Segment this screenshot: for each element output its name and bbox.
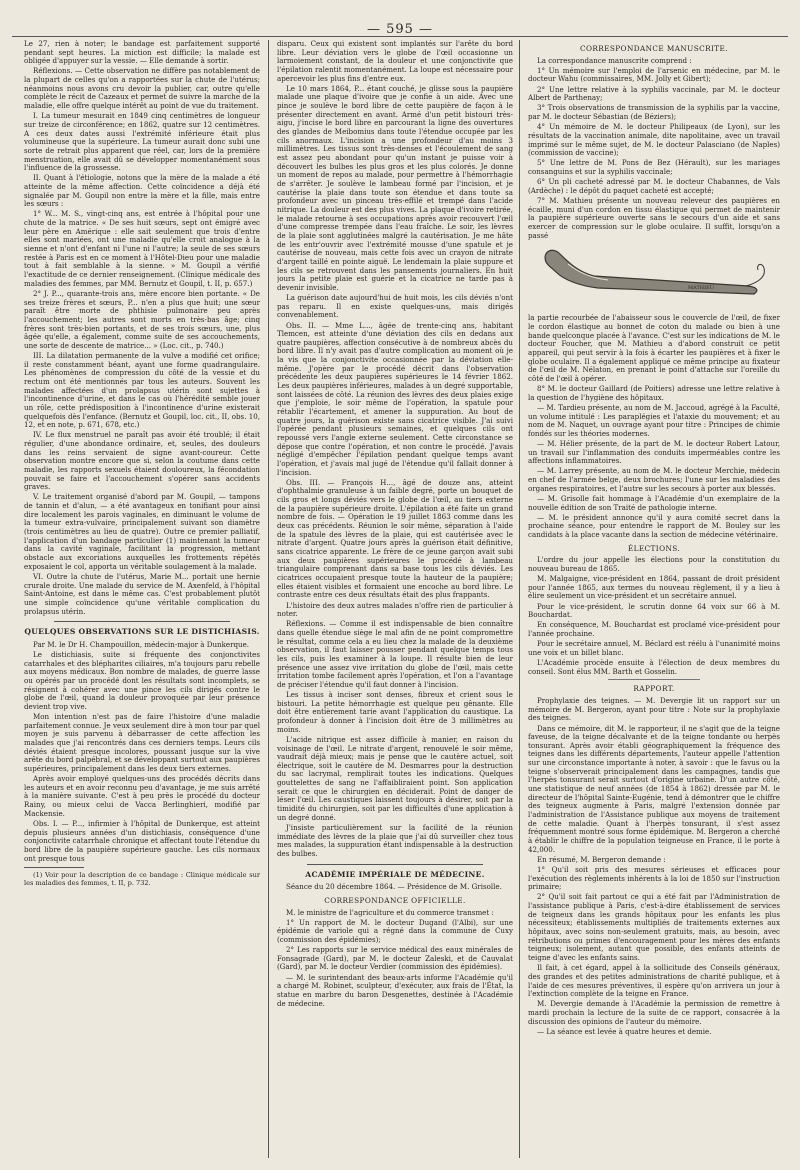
paragraph: 1° W... M. S., vingt-cinq ans, est entrée à l'hôpital pour une chute de la matrice. « De ses huit sœurs, sept ont émigré avec leur père en Amérique : elle sait seulement que trois d'entre elles sont mariées, ont une maladie qu'elle croit analogue à la sienne et n'ont d'enfant ni l'une ni l'autre; la seule de ses sœurs restée à Paris est en ce moment à l'Hôtel-Dieu pour une maladie tout à fait semblable à la sienne. » M. Goupil a vérifié l'exactitude de ce dernier renseignement. (Clinique médicale des maladies des femmes, par MM. Bernutz et Goupil, t. II, p. 657.): [24, 209, 260, 288]
eyelid-retractor-icon: [538, 242, 768, 310]
byline: Par M. le Dr H. Champouillon, médecin-major à Dunkerque.: [33, 639, 250, 649]
paragraph: 3° Trois observations de transmission de la syphilis par la vaccine, par M. le docteur Sébastian (de Béziers);: [528, 103, 780, 122]
column-rule: [268, 40, 269, 1158]
section-divider: [307, 864, 483, 865]
section-divider: [54, 621, 230, 622]
footnote: (1) Voir pour la description de ce bandage : Clinique médicale sur les maladies des femmes, t. II, p. 732.: [24, 871, 260, 888]
section-title: QUELQUES OBSERVATIONS SUR LE DISTICHIASIS.: [24, 627, 260, 637]
paragraph: La guérison date aujourd'hui de huit mois, les cils déviés n'ont pas reparu. Il en existe quelques-uns, mais dirigés convenablement.: [277, 293, 513, 320]
paragraph: En résumé, M. Bergeron demande :: [537, 854, 666, 864]
paragraph: Le 27, rien à noter; le bandage est parfaitement supporté pendant sept heures. La miction est difficile; la malade est obligée d'appuyer sur la vessie. — Elle demande à sortir.: [24, 40, 260, 66]
paragraph: Après avoir employé quelques-uns des procédés décrits dans les auteurs et en avoir reconnu peu d'avantage, je me suis arrêté à la manière suivante. C'est à peu près le procédé du docteur Rainy, ou mieux celui de Vacca Berlinghieri, modifié par Mackensie.: [24, 774, 260, 818]
paragraph: M. Devergie demande à l'Académie la permission de remettre à mardi prochain la lecture de la suite de ce rapport, consacrée à la discussion des opinions de l'auteur du mémoire.: [528, 999, 780, 1026]
paragraph: — M. le surintendant des beaux-arts informe l'Académie qu'il a chargé M. Robinet, sculpteur, d'exécuter, aux frais de l'État, la statue en marbre du baron Desgenettes, destinée à l'Académie de médecine.: [277, 972, 513, 1008]
paragraph: 8° M. le docteur Gaillard (de Poitiers) adresse une lettre relative à la question de l'hygiène des hôpitaux.: [528, 384, 780, 402]
paragraph: III. La dilatation permanente de la vulve a modifié cet orifice; il reste constamment béant, ayant une forme quadrangulaire. Les phénomènes de compression du côté de la vessie et du rectum ont été mentionnés par tous les auteurs. Souvent les malades affectées d'un prolapsus utérin sont sujettes à l'incontinence d'urine, et dans le cas où l'hérédité semble jouer un rôle, cette prédisposition à l'incontinence d'urine existerait quelquefois dès l'enfance. (Bernutz et Goupil, loc. cit., II, obs. 10, 12, et en note, p. 671, 678, etc.): [24, 350, 260, 430]
paragraph: L'acide nitrique est assez difficile à manier, en raison du voisinage de l'œil. Le nitrate d'argent, renouvelé le soir même, vaudrait déjà mieux; mais je pense que le cautère actuel, soit électrique, soit le cautère de M. Desmarres pour la destruction du sac lacrymal, remplirait toutes les indications. Quelques gouttelettes de sang ne l'affaibliraient point. Son application serait ce que le chirurgien en déciderait. Point de danger de léser l'œil. Les caustiques laissent toujours à désirer, soit par la timidité du chirurgien, soit par les difficultés d'une application à un degré donné.: [277, 734, 513, 822]
column-rule: [519, 40, 520, 1158]
rapport-title: RAPPORT.: [633, 684, 675, 694]
top-rule: [12, 36, 788, 37]
paragraph: La correspondance manuscrite comprend :: [537, 55, 692, 65]
correspondence-official-title: CORRESPONDANCE OFFICIELLE.: [324, 895, 466, 905]
paragraph: Obs. II. — Mme L..., âgée de trente-cinq ans, habitant Tlemcen, est atteinte d'une déviation des cils en dedans aux quatre paupières, affection consécutive à de nombreux abcès du bord libre. Il n'y avait pas d'autre complication au moment où je la vis que la conjonctivite occasionnée par la déviation elle-même. J'opère par le procédé décrit dans l'observation précédente les deux paupières supérieures le 14 février 1862. Les deux paupières inférieures, malades à un degré supportable, sont laissées de côté. La réunion des lèvres des deux plaies exige que j'emploie, le soir même de l'opération, la spatule pour rétablir l'écartement, et amener la suppuration. Au bout de quatre jours, la guérison existe sans cicatrice visible. J'ai suivi l'opérée pendant plusieurs semaines, et quelques cils ont repoussé vers l'angle externe seulement. Cette circonstance se dépose que contre l'opération, et non contre le procédé. J'avais négligé d'empêcher l'épilation pendant quelque temps avant l'opération, et j'avais mal jugé de l'étendue qu'il fallait donner à l'incision.: [277, 320, 513, 477]
column-1: [24, 40, 260, 1158]
paragraph: L'Académie procède ensuite à l'élection de deux membres du conseil. Sont élus MM. Barth et Gosselin.: [528, 658, 780, 676]
paragraph: 2° Les rapports sur le service médical des eaux minérales de Fonsagrade (Gard), par M. le docteur Zaleski, et de Cauvalat (Gard), par M. le docteur Verdier (commission des épidémies).: [277, 945, 513, 972]
paragraph: 1° Un rapport de M. le docteur Dugand (l'Albi), sur une épidémie de variole qui a régné dans la commune de Cuxy (commission des épidémies);: [277, 917, 513, 944]
paragraph: disparu. Ceux qui existent sont implantés sur l'arête du bord libre. Leur déviation vers le globe de l'œil occasionne un larmoiement constant, de la douleur et une conjonctivite que l'épilation ralentit momentanément. La loupe est nécessaire pour apercevoir les plus fins d'entre eux.: [277, 40, 513, 83]
paragraph: Obs. I. — P..., infirmier à l'hôpital de Dunkerque, est atteint depuis plusieurs années d'un distichiasis, conséquence d'une conjonctivite catarrhale chronique et affectant toute l'étendue du bord libre de la paupière supérieure gauche. Les cils normaux ont presque tous: [24, 818, 260, 863]
paragraph: M. le ministre de l'agriculture et du commerce transmet :: [286, 907, 494, 917]
paragraph: VI. Outre la chute de l'utérus, Marie M... portait une hernie crurale droite. Une malade du service de M. Axenfeld, à l'hôpital Saint-Antoine, est dans le même cas. C'est probablement plutôt une simple coïncidence qu'une véritable complication du prolapsus utérin.: [24, 571, 260, 616]
paragraph: — M. Tardieu présente, au nom de M. Jaccoud, agrégé à la Faculté, un volume intitulé : Les paraplégies et l'ataxie du mouvement; et au nom de M. Naquet, un ouvrage ayant pour titre : Principes de chimie fondés sur les théories modernes.: [528, 402, 780, 438]
paragraph: 2° Qu'il soit fait partout ce qui a été fait par l'Administration de l'assistance publique à Paris, c'est-à-dire établissement de services de teigneux dans les grands hôpitaux pour les enfants les plus nécessiteux; établissements multipliés de traitements externes aux hôpitaux, avec soins non-seulement gratuits, mais, au besoin, avec rétributions ou primes d'encouragement pour les mères des enfants teigneux; isolement, autant que possible, des enfants atteints de teigne d'avec les enfants sains.: [528, 892, 780, 963]
paragraph: — M. le président annonce qu'il y aura comité secret dans la prochaine séance, pour entendre le rapport de M. Bouley sur les candidats à la place vacante dans la section de médecine vétérinaire.: [528, 512, 780, 540]
elections-title: ÉLECTIONS.: [627, 543, 681, 553]
column-2: [277, 40, 513, 1158]
paragraph: — M. Larrey présente, au nom de M. le docteur Merchie, médecin en chef de l'armée belge, deux brochures; l'une sur les maladies des organes respiratoires, et l'autre sur les secours à porter aux blessés.: [528, 466, 780, 493]
paragraph: — La séance est levée à quatre heures et demie.: [537, 1026, 712, 1036]
paragraph: 6° Un pli cacheté adressé par M. le docteur Chabannes, de Vals (Ardèche) : le dépôt du paquet cacheté est accepté;: [528, 177, 780, 195]
correspondence-manuscript-title: CORRESPONDANCE MANUSCRITE.: [579, 44, 729, 53]
paragraph: la partie recourbée de l'abaisseur sous le couvercle de l'œil, de fixer le cordon élastique au bonnet de coton du malade ou bien à une bande quelconque placée à l'avance. C'est sur les indications de M. le docteur Foucher, que M. Mathieu a d'abord construit ce petit appareil, qui peut servir à la fois à écarter les paupières et à fixer le globe oculaire. Il a également appliqué ce même principe au fixateur de l'œil de M. Nélaton, en prenant le point d'attache sur l'oreille du côté de l'œil à opérer.: [528, 313, 780, 383]
paragraph: Réflexions. — Cette observation ne diffère pas notablement de la plupart de celles qu'on a rapportées sur la chute de l'utérus; néanmoins nous avons cru devoir la publier, car, outre qu'elle complète le récit de Cazeaux et permet de suivre la marche de la maladie, elle offre quelque intérêt au point de vue du traitement.: [24, 66, 260, 111]
paragraph: 1° Qu'il soit pris des mesures sérieuses et efficaces pour l'exécution des règlements inhérents à la loi de 1850 sur l'instruction primaire;: [528, 865, 780, 892]
paragraph: Dans ce mémoire, dit M. le rapporteur, il ne s'agit que de la teigne faveuse, de la teigne décalvante et de la teigne tondante ou herpès tonsurant. Après avoir établi géographiquement la fréquence des teignes dans les différents départements, l'auteur appelle l'attention sur une circonstance importante à noter, à savoir : que le favus ou la teigne s'observerait principalement dans les campagnes, tandis que l'herpès tonsurant serait surtout d'origine urbaine. D'un autre côté, une statistique de neuf années (de 1854 à 1862) dressée par M. le directeur de l'hôpital Sainte-Eugénie, tend à démontrer que le chiffre des teigneux augmente à Paris, malgré l'extension donnée par l'administration de l'Assistance publique aux moyens de traitement de cette maladie. Quant à l'herpès tonsurant, il s'est assez fréquemment montré sous forme épidémique. M. Bergeron a cherché à établir le chiffre de la population teigneuse en France, il le porte à 42,000.: [528, 723, 780, 854]
academy-title: ACADÉMIE IMPÉRIALE DE MÉDECINE.: [305, 869, 485, 879]
paragraph: Il fait, à cet égard, appel à la sollicitude des Conseils généraux, des grandes et des petites administrations de charité publique, et à l'aide de ces mesures préventives, il espère qu'on arrivera un jour à l'extinction complète de la teigne en France.: [528, 963, 780, 999]
paragraph: — M. Hélier présente, de la part de M. le docteur Robert Latour, un travail sur l'inflammation des conduits imperméables contre les affections inflammatoires.: [528, 438, 780, 466]
page-number: — 595 —: [366, 22, 434, 37]
paragraph: L'ordre du jour appelle les élections pour la constitution du nouveau bureau de 1865.: [528, 555, 780, 573]
paragraph: Le distichiasis, suite si fréquente des conjonctivites catarrhales et des blépharites ciliaires, m'a toujours paru rebelle aux moyens médicaux. Bon nombre de malades, de guerre lasse ou opérés par un procédé dont les résultats sont incomplets, se résignent à cohérer avec une pince les cils dirigés contre le globe de l'œil, quand la douleur provoquée par leur présence devient trop vive.: [24, 649, 260, 711]
paragraph: Pour le secrétaire annuel, M. Béclard est réélu à l'unanimité moins une voix et un billet blanc.: [528, 639, 780, 657]
paragraph: 4° Un mémoire de M. le docteur Philipeaux (de Lyon), sur les résultats de la vaccination animale, dite napolitaine, avec un travail imprimé sur le même sujet, de M. le docteur Palasciano (de Naples) (commission de vaccine);: [528, 122, 780, 158]
paragraph: II. Quant à l'étiologie, notons que la mère de la malade a été atteinte de la même affection. Cette coïncidence a déjà été signalée par M. Goupil non entre la mère et la fille, mais entre les sœurs :: [24, 173, 260, 209]
paragraph: — M. Grisolle fait hommage à l'Académie d'un exemplaire de la nouvelle édition de son Traité de pathologie interne.: [528, 493, 780, 512]
paragraph: I. La tumeur mesurait en 1849 cinq centimètres de longueur sur treize de circonférence; en 1862, quatre sur 12 centimètres. A ces deux dates aussi l'extrémité inférieure était plus volumineuse que la supérieure. La tumeur aurait donc subi une sorte de retrait plus apparent que réel, car, lors de la première menstruation, elle avait dû se développer momentanément sous l'influence de la grossesse.: [24, 111, 260, 173]
paragraph: Les tissus à inciser sont denses, fibreux et crient sous le bistouri. La petite hémorrhagie est quelque peu gênante. Elle doit être entièrement tarie avant l'application du caustique. La profondeur à donner à l'incision doit être de 3 millimètres au moins.: [277, 690, 513, 734]
paragraph: Le 10 mars 1864, P... étant couché, je glisse sous la paupière malade une plaque d'ivoire que je confie à un aide. Avec une pince je soulève le bord libre de cette paupière de façon à le présenter directement en avant. Armé d'un petit bistouri très-aigu, j'incise le bord libre en parcourant la ligne des ouvertures des glandes de Meibomius dans toute l'étendue occupée par les cils anormaux. L'incision a une profondeur d'au moins 3 millimètres. Les tissus sont très-denses et l'écoulement de sang est assez peu abondant pour qu'un instant je puisse voir à découvert les bulbes les plus gros et les plus colorés. Je donne un moment de repos au malade, pour permettre à l'hémorrhagie de s'arrêter. Je soulève le lambeau formé par l'incision, et je cautérise la plaie dans toute son étendue et dans toute sa profondeur avec un pinceau très-effilé et trempé dans l'acide nitrique. La douleur est des plus vives. La plaque d'ivoire retirée, le malade retourne à ses occupations après avoir recouvert l'œil d'une compresse trempée dans l'eau fraîche. Le soir, les lèvres de la plaie sont agglutinées malgré la cautérisation. Je me hâte de les entr'ouvrir avec l'extrémité mousse d'une spatule et je cautérise de nouveau, mais cette fois avec un crayon de nitrate d'argent taillé en pointe aiguë. Le lendemain la plaie suppure et les cils se retrouvent dans les pansements journaliers. En huit jours la petite plaie est guérie et la cicatrice ne tarde pas à devenir invisible.: [277, 83, 513, 292]
session-line: Séance du 20 décembre 1864. — Présidence de M. Grisolle.: [286, 882, 502, 892]
paragraph: 2° J. P..., quarante-trois ans, mère encore bien portante. « De ses treize frères et sœurs, P... n'en a plus que huit; une sœur paraît être morte de phthisie pulmonaire peu après l'accouchement; les autres sont morts en très-bas âge; cinq frères sont très-bien portants, et de ses trois sœurs, une, plus âgée qu'elle, a également, comme suite de ses accouchements, une sorte de descente de matrice... » (Loc. cit., p. 740.): [24, 288, 260, 350]
col1-paragraphs: [24, 40, 260, 616]
eyelid-retractor-figure: [528, 242, 780, 312]
paragraph: 7° M. Mathieu présente un nouveau releveur des paupières en écaille, muni d'un cordon en tissu élastique qui permet de maintenir la paupière supérieure ouverte sans le secours d'un aide et sans exercer de compression sur le globe oculaire. Il suffit, lorsqu'on a passé: [528, 196, 780, 240]
paragraph: L'histoire des deux autres malades n'offre rien de particulier à noter.: [277, 600, 513, 619]
paragraph: M. Malgaigne, vice-président en 1864, passant de droit président pour l'année 1865, aux termes du nouveau règlement, il y a lieu à élire seulement un vice-président et un secrétaire annuel.: [528, 574, 780, 601]
instrument-label: MATHIEU: [688, 285, 714, 292]
paragraph: 2° Une lettre relative à la syphilis vaccinale, par M. le docteur Albert de Parthenay;: [528, 84, 780, 103]
paragraph: J'insiste particulièrement sur la facilité de la réunion immédiate des lèvres de la plaie que j'ai dû surveiller chez tous mes malades, la suppuration étant indispensable à la destruction des bulbes.: [277, 822, 513, 858]
paragraph: Prophylaxie des teignes. — M. Devergie lit un rapport sur un mémoire de M. Bergeron, ayant pour titre : Note sur la prophylaxie des teignes.: [528, 696, 780, 723]
paragraph: Mon intention n'est pas de faire l'histoire d'une maladie parfaitement connue. Je veux seulement dire à mon tour par quel moyen je suis parvenu à débarrasser de cette affection les malades que j'ai rencontrés dans ces derniers temps. Leurs cils déviés étaient presque incolores, poussant jusque sur la vive arête du bord palpébral, et se développant surtout aux paupières supérieures, principalement dans les deux tiers externes.: [24, 712, 260, 773]
column-3: [528, 40, 780, 1158]
paragraph: Réflexions. — Comme il est indispensable de bien connaître dans quelle étendue siège le mal afin de ne point compromettre le résultat, comme cela a eu lieu chez la malade de la deuxième observation, il faut laisser pousser pendant quelque temps tous les cils, puis les examiner à la loupe. Il résulte bien de leur présence une assez vive irritation du globe de l'œil, mais cette irritation tombe facilement après l'opération, et l'on a l'avantage de préciser l'étendue qu'il faut donner à l'incision.: [277, 619, 513, 689]
paragraph: 1° Un mémoire sur l'emploi de l'arsenic en médecine, par M. le docteur Wahu (commissaires, MM. Jolly et Gibert);: [528, 65, 780, 84]
paragraph: Pour le vice-président, le scrutin donne 64 voix sur 66 à M. Bouchardat.: [528, 601, 780, 620]
paragraph: En conséquence, M. Bouchardat est proclamé vice-président pour l'année prochaine.: [528, 620, 780, 639]
footnote-rule: [24, 867, 84, 868]
paragraph: 5° Une lettre de M. Pons de Bez (Hérault), sur les mariages consanguins et sur la syphilis vaccinale;: [528, 158, 780, 177]
paragraph: IV. Le flux menstruel ne paraît pas avoir été troublé; il était régulier, d'une abondance ordinaire, et, seules, des douleurs dans les reins servaient de signe avant-coureur. Cette observation montre encore que si, selon la coutume dans cette maladie, les rapports sexuels étaient douloureux, la fécondation pouvait se faire et l'accouchement s'opérer sans accidents graves.: [24, 430, 260, 492]
paragraph: V. Le traitement organisé d'abord par M. Goupil, — tampons de tannin et d'alun, — a été avantageux en tonifiant pour ainsi dire localement les parois vaginales, en diminuant le volume de la tumeur extra-vulvaire, principalement suivant son diamètre (trois centimètres au lieu de quatre). Outre ce premier palliatif, l'application d'un bandage particulier (1) maintenant la tumeur dans la cavité vaginale, facilitant la progression, mettant obstacle aux excoriations auxquelles les frottements répétés exposaient le col, apporta un véritable soulagement à la malade.: [24, 492, 260, 571]
section-divider: [608, 679, 700, 680]
paragraph: Obs. III. — François H..., âgé de douze ans, atteint d'ophthalmie granuleuse à un faible degré, porte un bouquet de cils gros et longs déviés vers le globe de l'œil, au tiers externe de la paupière supérieure droite. L'épilation a été faite un grand nombre de fois. — Opération le 19 juillet 1863 comme dans les deux cas précédents. Réunion le soir même, séparation à l'aide de la spatule des lèvres de la plaie, qui est cautérisée avec le nitrate d'argent. Quatre jours après la guérison était définitive, sans cicatrice apparente. Le frère de ce jeune garçon avait subi aux deux paupières supérieures le procédé à lambeau triangulaire comprenant dans sa base tous les cils déviés. Les cicatrices occupaient presque toute la hauteur de la paupière; elles étaient visibles et formaient une encoche au bord libre. Le contraste entre ces deux résultats était des plus frappants.: [277, 477, 513, 600]
